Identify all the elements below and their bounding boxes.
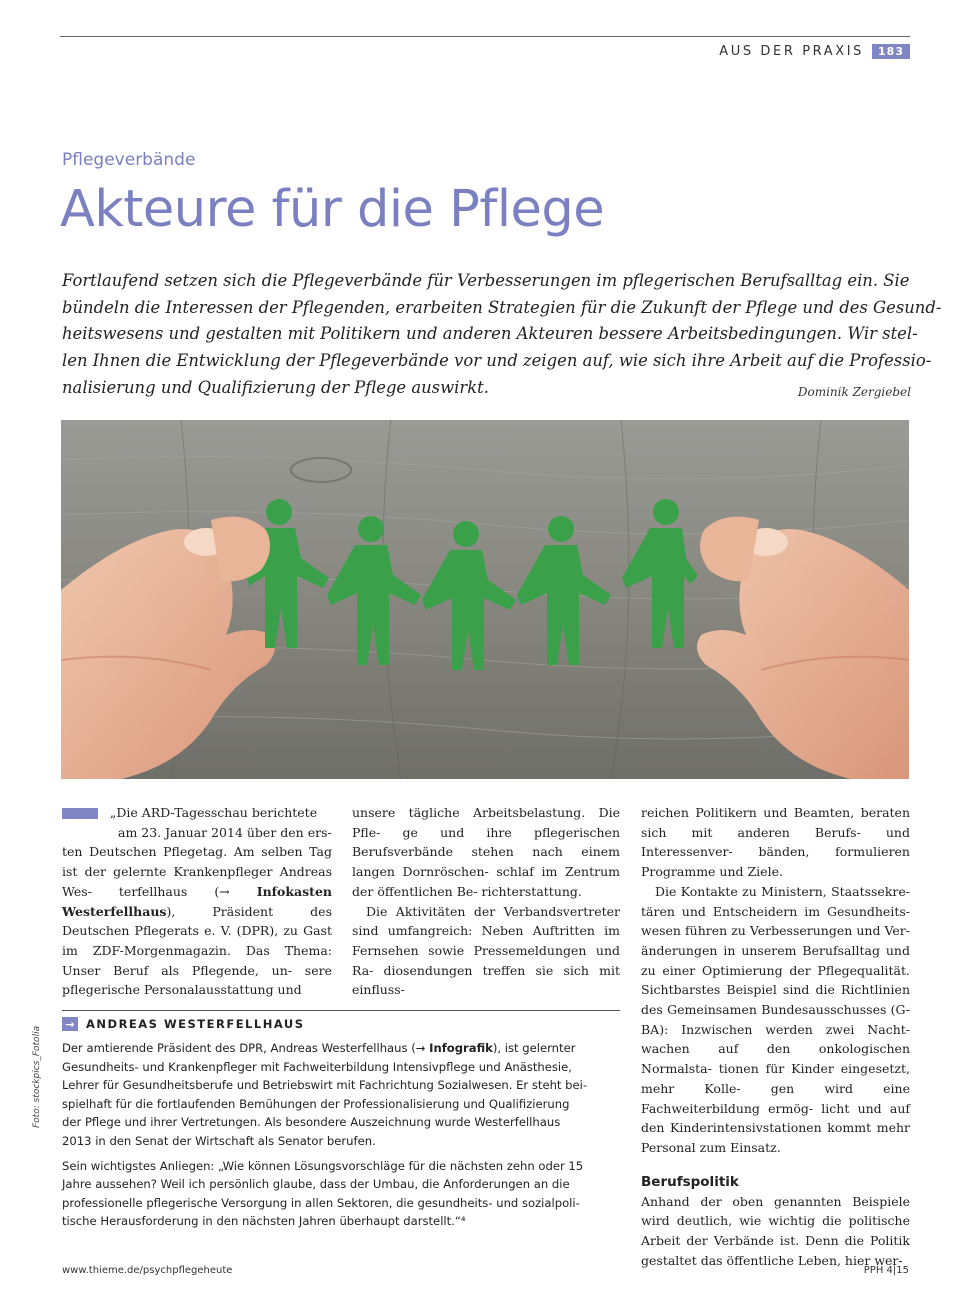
article-title: Akteure für die Pflege (60, 180, 605, 239)
infobox-link[interactable]: Infokasten Westerfellhaus (62, 883, 332, 919)
intro-paragraph-body (62, 842, 332, 1000)
subhead-berufspolitik: Berufspolitik (641, 1173, 739, 1190)
infobox-body (62, 1039, 622, 1231)
article-lead (62, 268, 942, 402)
infobox-text: Der amtierende Präsident des DPR, Andreas Westerfellhaus (→ (62, 1041, 430, 1055)
body-paragraph: reichen Politikern und Beamten, beraten sich mit anderen Berufs- und Interessenver- bänden, formulieren Programme und Ziele. (641, 805, 910, 880)
intro-paragraph (62, 803, 332, 823)
page-number-badge: 183 (872, 44, 910, 59)
infobox-text: ), ist gelernter (492, 1041, 576, 1055)
body-column-1 (62, 803, 332, 1000)
article-kicker: Pflegeverbände (62, 150, 196, 170)
section-header (719, 44, 910, 59)
lead-line: heitswesens und gestalten mit Politikern und anderen Akteuren bessere Arbeitsbedingungen. Wir stel- (62, 324, 918, 344)
photo-credit: Foto: stockpics_Fotolia (32, 1025, 42, 1128)
infobox-line: Sein wichtigstes Anliegen: „Wie können Lösungsvorschläge für die nächsten zehn oder 15 (62, 1158, 584, 1173)
paragraph-marker (62, 808, 98, 819)
infobox-line: Gesundheits- und Krankenpfleger mit Fachweiterbildung Intensivpflege und Anästhesie, (62, 1059, 572, 1074)
infobox-title: ANDREAS WESTERFELLHAUS (86, 1017, 305, 1031)
lead-line: bündeln die Interessen der Pflegenden, erarbeiten Strategien für die Zukunft der Pflege und des Gesund- (62, 297, 942, 317)
infobox-header (62, 1017, 622, 1031)
infobox-line: tische Herausforderung in den nächsten Jahren überhaupt darstellt.“⁴ (62, 1214, 466, 1229)
lead-line: Fortlaufend setzen sich die Pflegeverbände für Verbesserungen im pflegerischen Berufsalltag ein. Sie (62, 271, 910, 290)
intro-line: am 23. Januar 2014 über den ers- (118, 824, 332, 840)
body-text: ten Deutschen Pflegetag. Am selben Tag ist der gelernte Krankenpfleger Andreas Wes- terfellhaus (→ (62, 844, 332, 899)
body-column-2 (352, 803, 620, 1000)
infobox-line: Lehrer für Gesundheitsberufe und Betriebswirt mit Fachrichtung Sozialwesen. Er steht bei- (62, 1078, 588, 1093)
body-paragraph: Anhand der oben genannten Beispiele wird deutlich, wie wichtig die politische Arbeit der Verbände ist. Denn die Politik gestaltet das öffentliche Leben, hier wer- (641, 1193, 910, 1268)
article-author: Dominik Zergiebel (797, 385, 911, 399)
infobox-line: professionelle pflegerische Versorgung in allen Sektoren, die gesundheits- und sozialpoli- (62, 1195, 580, 1210)
infobox-line: spielhaft für die fortlaufenden Bemühungen der Professionalisierung und Qualifizierung (62, 1096, 570, 1111)
body-paragraph: unsere tägliche Arbeitsbelastung. Die Pfle- ge und ihre pflegerischen Berufsverbände stehen nach einem langen Dornröschen- schlaf im Zentrum der öffentlichen Be- richterstattung. (352, 805, 620, 899)
body-text: ), Präsident des Deutschen Pflegerats e. V. (DPR), zu Gast im ZDF-Morgenmagazin. Das Thema: Unser Beruf als Pflegende, un- sere pflegerische Personalausstattung und (62, 903, 332, 998)
footer-issue: PPH 4|15 (863, 1265, 909, 1276)
article-photo (61, 420, 909, 779)
infobox-line: der Pflege und ihrer Vertretungen. Als besondere Auszeichnung wurde Westerfellhaus (62, 1115, 561, 1130)
section-label: AUS DER PRAXIS (719, 44, 865, 59)
infobox-westerfellhaus (62, 1010, 622, 1231)
hands-paper-chain-illustration (61, 420, 909, 779)
infografik-link[interactable]: Infografik (429, 1041, 493, 1055)
lead-line: len Ihnen die Entwicklung der Pflegeverbände vor und zeigen auf, wie sich ihre Arbeit auf die Professio- (62, 351, 932, 371)
arrow-right-icon: → (62, 1017, 78, 1031)
body-column-3 (641, 803, 910, 1270)
infobox-line: Jahre aussehen? Weil ich persönlich glaube, dass der Umbau, die Anforderungen an die (62, 1177, 570, 1192)
top-rule (60, 36, 910, 37)
body-paragraph: Die Kontakte zu Ministern, Staatssekre- tären und Entscheidern im Gesundheits- wesen führen zu Verbesserungen und Ver- änderungen in unserem Berufsalltag und zu einer Optimierung der Pflegequalität. Sichtbarstes Beispiel sind die Richtlinien des Gemeinsamen Bundesausschusses (G-BA): Inzwischen werden zwei Nacht- wachen auf den onkologischen Normalsta- tionen für Kinder eingesetzt, mehr Kolle- gen wird eine Fachweiterbildung ermög- licht und auf den Kinderintensivstationen kommt mehr Personal zum Einsatz. (641, 883, 910, 1155)
lead-line: nalisierung und Qualifizierung der Pflege auswirkt. (62, 377, 489, 397)
infobox-line (62, 1039, 622, 1058)
body-paragraph: Die Aktivitäten der Verbandsvertreter sind umfangreich: Neben Auftritten im Fernsehen sowie Pressemeldungen und Ra- diosendungen treffen sie sich mit einfluss- (352, 903, 620, 998)
intro-line: „Die ARD-Tagesschau berichtete (109, 805, 318, 820)
infobox-rule (62, 1010, 620, 1011)
infobox-line: 2013 in den Senat der Wirtschaft als Senator berufen. (62, 1133, 376, 1148)
footer-url[interactable]: www.thieme.de/psychpflegeheute (62, 1265, 233, 1276)
